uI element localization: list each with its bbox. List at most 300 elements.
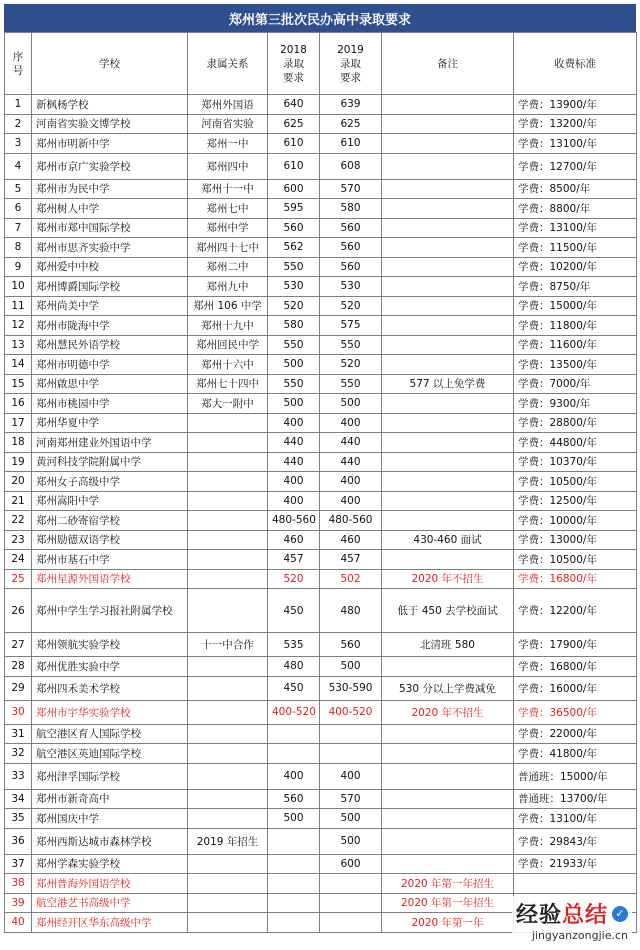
- row-2019: 625: [320, 114, 382, 134]
- row-no: 39: [5, 893, 32, 913]
- row-note: [382, 355, 514, 375]
- row-2018: 400: [268, 472, 320, 492]
- row-2019: 400-520: [320, 700, 382, 724]
- row-no: 25: [5, 569, 32, 589]
- row-no: 20: [5, 472, 32, 492]
- row-school: 郑州市明新中学: [32, 134, 188, 154]
- row-school: 郑州慧民外语学校: [32, 335, 188, 355]
- row-note: [382, 809, 514, 829]
- row-school: 郑州市思齐实验中学: [32, 238, 188, 258]
- row-fee: 学费：16000/年: [514, 676, 637, 700]
- row-fee: 学费：17900/年: [514, 633, 637, 657]
- row-no: 11: [5, 296, 32, 316]
- row-2018: 560: [268, 218, 320, 238]
- row-note: [382, 472, 514, 492]
- row-2019: 570: [320, 789, 382, 809]
- header-no: [5, 33, 32, 95]
- row-2019: [320, 724, 382, 744]
- table-row: [5, 218, 637, 238]
- row-school: 郑州四禾美术学校: [32, 676, 188, 700]
- row-affiliation: [188, 789, 268, 809]
- row-school: 郑州学森实验学校: [32, 854, 188, 874]
- row-school: 郑州女子高级中学: [32, 472, 188, 492]
- row-fee: 普通班：15000/年: [514, 763, 637, 789]
- row-school: 郑州市郑中国际学校: [32, 218, 188, 238]
- row-2019: 400: [320, 491, 382, 511]
- table-row: [5, 277, 637, 297]
- table-row: [5, 724, 637, 744]
- row-school: 河南郑州建业外国语中学: [32, 433, 188, 453]
- table-body: [5, 95, 637, 933]
- row-2019: 570: [320, 179, 382, 199]
- row-fee: 学费：13900/年: [514, 95, 637, 115]
- row-2018: 595: [268, 199, 320, 219]
- row-no: 17: [5, 413, 32, 433]
- table-row: [5, 153, 637, 179]
- row-note: [382, 238, 514, 258]
- row-fee: 学费：36500/年: [514, 700, 637, 724]
- row-2019: 575: [320, 316, 382, 336]
- row-note: [382, 257, 514, 277]
- row-fee: 学费：12200/年: [514, 589, 637, 633]
- row-no: 40: [5, 913, 32, 933]
- row-affiliation: [188, 491, 268, 511]
- header-no-text: 序号: [12, 50, 24, 77]
- table-row: [5, 316, 637, 336]
- row-2018: 500: [268, 355, 320, 375]
- row-2019: 520: [320, 296, 382, 316]
- watermark-title: [516, 898, 608, 929]
- row-school: 航空港区英迪国际学校: [32, 744, 188, 764]
- row-note: [382, 724, 514, 744]
- row-fee: 学费：11800/年: [514, 316, 637, 336]
- header-fee: 收费标准: [514, 33, 637, 95]
- row-note: [382, 114, 514, 134]
- row-2018: 450: [268, 676, 320, 700]
- watermark-black: 经验: [515, 903, 562, 928]
- row-2019: 520: [320, 355, 382, 375]
- row-affiliation: 郑州 106 中学: [188, 296, 268, 316]
- row-fee: 学费：10500/年: [514, 472, 637, 492]
- row-2018: [268, 724, 320, 744]
- row-2019: 600: [320, 854, 382, 874]
- row-affiliation: 郑州一中: [188, 134, 268, 154]
- row-no: 4: [5, 153, 32, 179]
- row-school: 郑州市基石中学: [32, 550, 188, 570]
- row-no: 16: [5, 394, 32, 414]
- row-2018: 550: [268, 374, 320, 394]
- row-no: 36: [5, 828, 32, 854]
- row-2019: [320, 874, 382, 894]
- row-affiliation: [188, 893, 268, 913]
- row-note: 低于 450 去学校面试: [382, 589, 514, 633]
- watermark-red: 总结: [561, 903, 608, 928]
- row-affiliation: [188, 724, 268, 744]
- row-no: 34: [5, 789, 32, 809]
- row-no: 7: [5, 218, 32, 238]
- row-fee: 学费：15000/年: [514, 296, 637, 316]
- row-school: 郑州国庆中学: [32, 809, 188, 829]
- row-no: 23: [5, 530, 32, 550]
- row-note: 577 以上免学费: [382, 374, 514, 394]
- table-row: [5, 763, 637, 789]
- row-fee: [514, 874, 637, 894]
- row-no: 30: [5, 700, 32, 724]
- row-note: [382, 394, 514, 414]
- row-affiliation: 郑州中学: [188, 218, 268, 238]
- row-school: 河南省实验文博学校: [32, 114, 188, 134]
- row-note: [382, 763, 514, 789]
- table-row: [5, 238, 637, 258]
- header-2018: 2018 录取 要求: [268, 33, 320, 95]
- table-row: [5, 355, 637, 375]
- row-note: 2020 年不招生: [382, 569, 514, 589]
- table-row: [5, 809, 637, 829]
- table-row: [5, 530, 637, 550]
- row-affiliation: [188, 763, 268, 789]
- row-no: 27: [5, 633, 32, 657]
- row-2019: 480-560: [320, 511, 382, 531]
- row-school: 郑州励德双语学校: [32, 530, 188, 550]
- watermark: [512, 896, 632, 944]
- row-affiliation: 郑州十六中: [188, 355, 268, 375]
- row-fee: 学费：10200/年: [514, 257, 637, 277]
- row-note: [382, 335, 514, 355]
- admission-table: [4, 32, 637, 933]
- row-affiliation: [188, 511, 268, 531]
- table-row: [5, 874, 637, 894]
- row-2019: 560: [320, 238, 382, 258]
- row-school: 郑州博爵国际学校: [32, 277, 188, 297]
- row-2018: 457: [268, 550, 320, 570]
- table-row: [5, 433, 637, 453]
- row-2018: 560: [268, 789, 320, 809]
- row-2018: 500: [268, 394, 320, 414]
- row-affiliation: 郑州二中: [188, 257, 268, 277]
- row-fee: 学费：13100/年: [514, 134, 637, 154]
- row-affiliation: [188, 413, 268, 433]
- table-row: [5, 657, 637, 677]
- row-2018: 535: [268, 633, 320, 657]
- table-row: [5, 789, 637, 809]
- row-2018: 640: [268, 95, 320, 115]
- row-school: 郑州经开区华东高级中学: [32, 913, 188, 933]
- row-fee: 学费：13500/年: [514, 355, 637, 375]
- row-fee: 学费：16800/年: [514, 569, 637, 589]
- row-affiliation: [188, 472, 268, 492]
- row-no: 9: [5, 257, 32, 277]
- row-affiliation: [188, 809, 268, 829]
- row-2019: 550: [320, 374, 382, 394]
- row-affiliation: 十一中合作: [188, 633, 268, 657]
- row-2018: 500: [268, 809, 320, 829]
- row-no: 26: [5, 589, 32, 633]
- row-affiliation: 郑州七中: [188, 199, 268, 219]
- row-fee: 学费：29843/年: [514, 828, 637, 854]
- table-row: [5, 413, 637, 433]
- row-affiliation: 郑州四中: [188, 153, 268, 179]
- row-fee: 普通班：13700/年: [514, 789, 637, 809]
- row-2018: [268, 893, 320, 913]
- table-row: [5, 257, 637, 277]
- row-2019: 608: [320, 153, 382, 179]
- row-fee: 学费：12500/年: [514, 491, 637, 511]
- row-affiliation: [188, 589, 268, 633]
- row-affiliation: [188, 569, 268, 589]
- row-school: 郑州西斯达城市森林学校: [32, 828, 188, 854]
- row-no: 33: [5, 763, 32, 789]
- row-affiliation: [188, 874, 268, 894]
- row-note: [382, 854, 514, 874]
- table-row: [5, 472, 637, 492]
- row-affiliation: [188, 550, 268, 570]
- table-row: [5, 199, 637, 219]
- row-no: 31: [5, 724, 32, 744]
- row-fee: 学费：12700/年: [514, 153, 637, 179]
- row-fee: 学费：28800/年: [514, 413, 637, 433]
- table-row: [5, 134, 637, 154]
- row-2018: 520: [268, 296, 320, 316]
- row-no: 37: [5, 854, 32, 874]
- row-2019: 560: [320, 633, 382, 657]
- table-title: 郑州第三批次民办高中录取要求: [4, 4, 636, 32]
- row-2018: 550: [268, 257, 320, 277]
- row-2019: 400: [320, 472, 382, 492]
- table-row: [5, 374, 637, 394]
- row-2019: 500: [320, 828, 382, 854]
- row-2019: [320, 913, 382, 933]
- row-school: 郑州星源外国语学校: [32, 569, 188, 589]
- row-no: 32: [5, 744, 32, 764]
- row-affiliation: 郑州十一中: [188, 179, 268, 199]
- row-fee: 学费：11500/年: [514, 238, 637, 258]
- row-affiliation: [188, 433, 268, 453]
- row-2018: [268, 913, 320, 933]
- row-school: 郑州市新奇高中: [32, 789, 188, 809]
- row-note: [382, 452, 514, 472]
- row-affiliation: 郑州七十四中: [188, 374, 268, 394]
- row-school: 郑州树人中学: [32, 199, 188, 219]
- row-no: 22: [5, 511, 32, 531]
- row-2018: 400-520: [268, 700, 320, 724]
- table-row: [5, 569, 637, 589]
- row-fee: 学费：10000/年: [514, 511, 637, 531]
- row-2018: 400: [268, 413, 320, 433]
- row-school: 郑州市宇华实验学校: [32, 700, 188, 724]
- row-no: 14: [5, 355, 32, 375]
- row-2019: 500: [320, 809, 382, 829]
- row-2018: 520: [268, 569, 320, 589]
- row-2019: 639: [320, 95, 382, 115]
- header-note: 备注: [382, 33, 514, 95]
- row-2019: 440: [320, 433, 382, 453]
- row-school: 郑州爱中中校: [32, 257, 188, 277]
- row-2018: 440: [268, 452, 320, 472]
- row-note: [382, 491, 514, 511]
- row-note: [382, 828, 514, 854]
- row-school: 郑州领航实验学校: [32, 633, 188, 657]
- row-school: 郑州嵩阳中学: [32, 491, 188, 511]
- row-affiliation: 郑大一附中: [188, 394, 268, 414]
- row-note: [382, 413, 514, 433]
- row-fee: 学费：13200/年: [514, 114, 637, 134]
- row-2019: 550: [320, 335, 382, 355]
- table-row: [5, 633, 637, 657]
- table-row: [5, 744, 637, 764]
- row-school: 郑州普海外国语学校: [32, 874, 188, 894]
- row-2018: [268, 854, 320, 874]
- row-2018: [268, 828, 320, 854]
- row-note: [382, 296, 514, 316]
- row-affiliation: 郑州回民中学: [188, 335, 268, 355]
- row-school: 郑州市明德中学: [32, 355, 188, 375]
- row-2018: 530: [268, 277, 320, 297]
- row-school: 郑州二砂寄宿学校: [32, 511, 188, 531]
- row-school: 新枫杨学校: [32, 95, 188, 115]
- row-2019: 502: [320, 569, 382, 589]
- row-affiliation: 郑州九中: [188, 277, 268, 297]
- row-2019: 560: [320, 257, 382, 277]
- table-row: [5, 828, 637, 854]
- row-no: 1: [5, 95, 32, 115]
- row-note: [382, 744, 514, 764]
- row-note: 2020 年第一年: [382, 913, 514, 933]
- row-school: 郑州市京广实验学校: [32, 153, 188, 179]
- row-fee: 学费：9300/年: [514, 394, 637, 414]
- table-row: [5, 511, 637, 531]
- row-2018: 460: [268, 530, 320, 550]
- row-school: 郑州中学生学习报社附属学校: [32, 589, 188, 633]
- row-affiliation: [188, 700, 268, 724]
- table-row: [5, 854, 637, 874]
- row-2019: 457: [320, 550, 382, 570]
- row-2019: 530: [320, 277, 382, 297]
- row-no: 28: [5, 657, 32, 677]
- row-2018: 550: [268, 335, 320, 355]
- row-2019: 500: [320, 657, 382, 677]
- row-2018: 562: [268, 238, 320, 258]
- row-affiliation: [188, 452, 268, 472]
- row-fee: 学费：7000/年: [514, 374, 637, 394]
- row-note: [382, 134, 514, 154]
- row-fee: 学费：8750/年: [514, 277, 637, 297]
- row-note: [382, 153, 514, 179]
- row-affiliation: 郑州四十七中: [188, 238, 268, 258]
- row-no: 6: [5, 199, 32, 219]
- row-school: 郑州华夏中学: [32, 413, 188, 433]
- row-note: [382, 218, 514, 238]
- row-2019: 500: [320, 394, 382, 414]
- table-row: [5, 700, 637, 724]
- watermark-row: [516, 898, 628, 929]
- row-2019: 560: [320, 218, 382, 238]
- row-no: 13: [5, 335, 32, 355]
- row-school: 郑州津孚国际学校: [32, 763, 188, 789]
- row-affiliation: 郑州外国语: [188, 95, 268, 115]
- row-2018: 450: [268, 589, 320, 633]
- row-2019: 400: [320, 413, 382, 433]
- row-note: [382, 199, 514, 219]
- row-2018: 400: [268, 491, 320, 511]
- row-affiliation: 河南省实验: [188, 114, 268, 134]
- row-2018: 440: [268, 433, 320, 453]
- row-affiliation: [188, 530, 268, 550]
- row-affiliation: [188, 657, 268, 677]
- row-no: 10: [5, 277, 32, 297]
- row-no: 29: [5, 676, 32, 700]
- row-fee: 学费：13000/年: [514, 530, 637, 550]
- row-no: 3: [5, 134, 32, 154]
- row-note: 430-460 面试: [382, 530, 514, 550]
- row-note: [382, 789, 514, 809]
- row-no: 21: [5, 491, 32, 511]
- table-row: [5, 394, 637, 414]
- row-2019: 610: [320, 134, 382, 154]
- row-school: 郑州市为民中学: [32, 179, 188, 199]
- row-2019: 580: [320, 199, 382, 219]
- row-no: 15: [5, 374, 32, 394]
- row-2018: 610: [268, 134, 320, 154]
- row-school: 航空港区育人国际学校: [32, 724, 188, 744]
- table-row: [5, 452, 637, 472]
- row-fee: 学费：8500/年: [514, 179, 637, 199]
- table-row: [5, 114, 637, 134]
- row-affiliation: [188, 854, 268, 874]
- row-fee: 学费：13100/年: [514, 218, 637, 238]
- row-school: 郑州啟思中学: [32, 374, 188, 394]
- table-row: [5, 179, 637, 199]
- table-row: [5, 491, 637, 511]
- table-row: [5, 335, 637, 355]
- row-note: 2020 年不招生: [382, 700, 514, 724]
- row-fee: 学费：41800/年: [514, 744, 637, 764]
- table-row: [5, 296, 637, 316]
- row-2018: 400: [268, 763, 320, 789]
- row-2019: 400: [320, 763, 382, 789]
- row-fee: 学费：13100/年: [514, 809, 637, 829]
- row-note: 2020 年第一年招生: [382, 893, 514, 913]
- row-2019: 440: [320, 452, 382, 472]
- row-fee: 学费：21933/年: [514, 854, 637, 874]
- row-fee: 学费：44800/年: [514, 433, 637, 453]
- row-2019: 530-590: [320, 676, 382, 700]
- table-row: [5, 589, 637, 633]
- row-2018: 480: [268, 657, 320, 677]
- table-row: [5, 550, 637, 570]
- row-2018: 580: [268, 316, 320, 336]
- row-school: 郑州市陇海中学: [32, 316, 188, 336]
- row-no: 19: [5, 452, 32, 472]
- row-fee: 学费：8800/年: [514, 199, 637, 219]
- header-2019: 2019 录取 要求: [320, 33, 382, 95]
- row-affiliation: [188, 744, 268, 764]
- row-school: 郑州优胜实验中学: [32, 657, 188, 677]
- row-school: 黄河科技学院附属中学: [32, 452, 188, 472]
- row-note: [382, 95, 514, 115]
- row-note: [382, 433, 514, 453]
- row-2018: [268, 744, 320, 764]
- row-no: 8: [5, 238, 32, 258]
- header-school: 学校: [32, 33, 188, 95]
- header-affiliation: 隶属关系: [188, 33, 268, 95]
- row-2018: 610: [268, 153, 320, 179]
- row-2018: 625: [268, 114, 320, 134]
- row-school: 航空港艺书高级中学: [32, 893, 188, 913]
- row-no: 2: [5, 114, 32, 134]
- row-fee: 学费：11600/年: [514, 335, 637, 355]
- row-2019: 480: [320, 589, 382, 633]
- row-note: [382, 316, 514, 336]
